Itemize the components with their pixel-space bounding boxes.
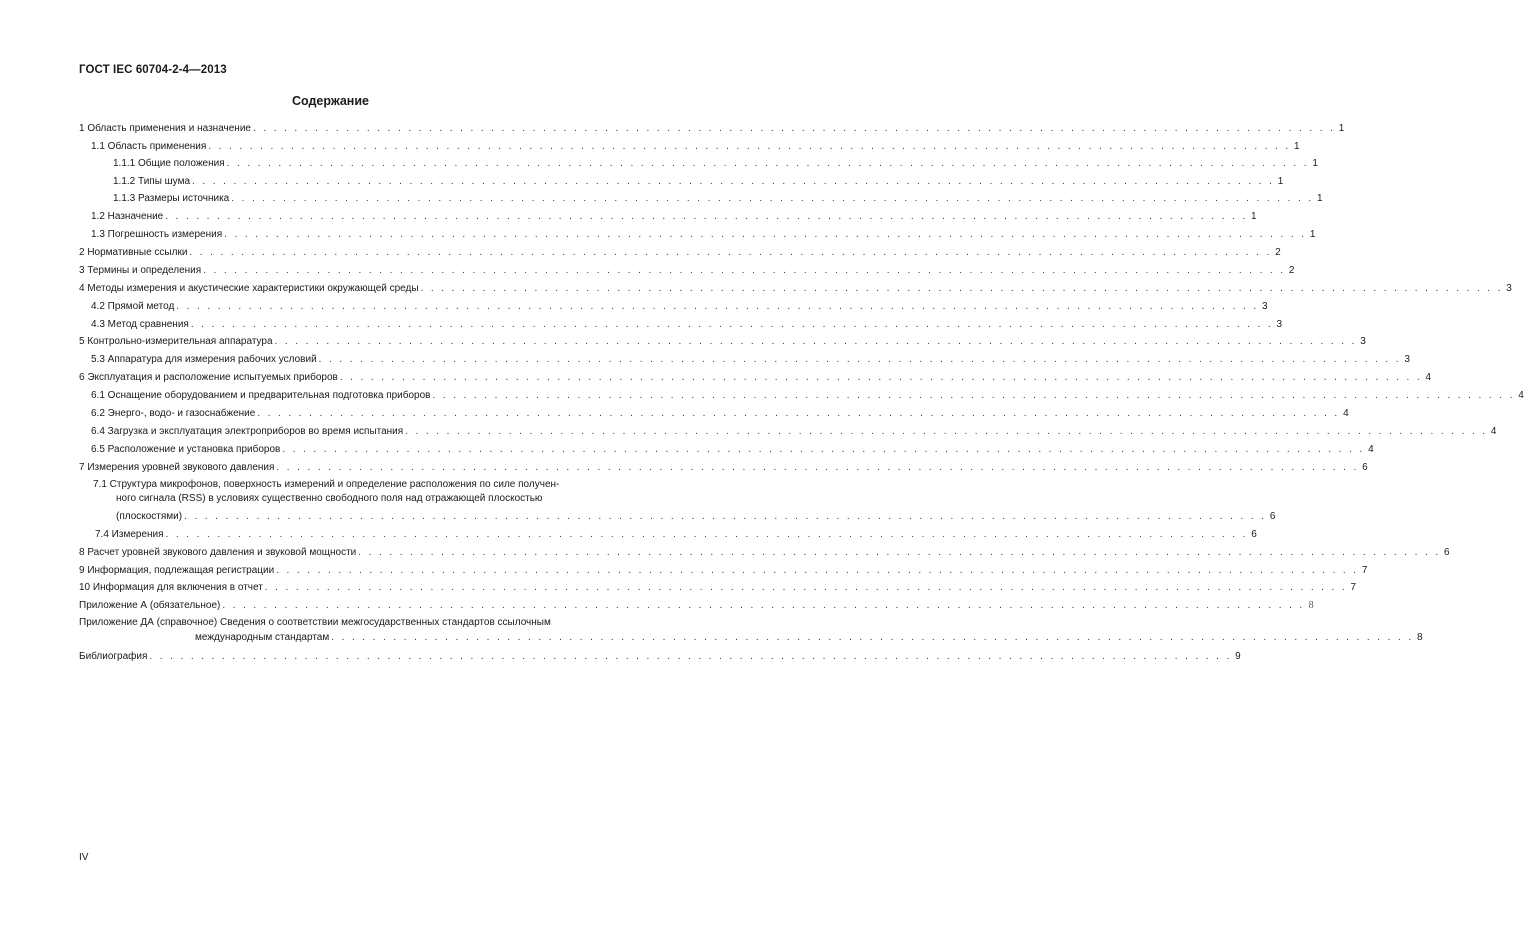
toc-leader-dots: . . . . . . . . . . . . . . . . . . . . . . . . . . . . . . . . . . . . . . . . . . . . . . . . . . . . . . . . . . . . . . . . . . . . . . . . . . . . . . . . . . . . . . . . . . . . . . . . . . . . . . . . . <box>192 176 1275 187</box>
toc-leader-dots: . . . . . . . . . . . . . . . . . . . . . . . . . . . . . . . . . . . . . . . . . . . . . . . . . . . . . . . . . . . . . . . . . . . . . . . . . . . . . . . . . . . . . . . . . . . . . . . . . . . . . . . . . <box>420 283 1503 294</box>
toc-entry-title: 6.1 Оснащение оборудованием и предварительная подготовка приборов <box>91 390 431 401</box>
toc-entry[interactable] <box>79 335 1366 349</box>
toc-entry[interactable] <box>79 599 1314 613</box>
toc-entry-page: 8 <box>1308 600 1314 611</box>
toc-entry[interactable] <box>195 631 1423 645</box>
toc-entry-title: 6.4 Загрузка и эксплуатация электроприборов во время испытания <box>91 426 404 437</box>
toc-entry[interactable] <box>79 546 1450 560</box>
toc-entry-title: 2 Нормативные ссылки <box>79 247 188 258</box>
toc-entry[interactable] <box>95 528 1257 542</box>
toc-entry-title: 7.4 Измерения <box>95 529 164 540</box>
toc-entry[interactable] <box>91 318 1283 332</box>
toc-entry-title: 4.2 Прямой метод <box>91 301 175 312</box>
toc-entry[interactable] <box>79 461 1368 475</box>
toc-leader-dots: . . . . . . . . . . . . . . . . . . . . . . . . . . . . . . . . . . . . . . . . . . . . . . . . . . . . . . . . . . . . . . . . . . . . . . . . . . . . . . . . . . . . . . . . . . . . . . . . . . . . . . . . . <box>252 123 1336 134</box>
toc-leader-dots: . . . . . . . . . . . . . . . . . . . . . . . . . . . . . . . . . . . . . . . . . . . . . . . . . . . . . . . . . . . . . . . . . . . . . . . . . . . . . . . . . . . . . . . . . . . . . . . . . . . . . . . . . <box>190 319 1274 330</box>
toc-entry-title: 7 Измерения уровней звукового давления <box>79 462 275 473</box>
toc-leader-dots: . . . . . . . . . . . . . . . . . . . . . . . . . . . . . . . . . . . . . . . . . . . . . . . . . . . . . . . . . . . . . . . . . . . . . . . . . . . . . . . . . . . . . . . . . . . . . . . . . . . . . . . . . <box>274 336 1357 347</box>
toc-entry-line[interactable]: ного сигнала (RSS) в условиях существенно свободного поля над отражающей плоскостью <box>116 493 543 504</box>
toc-entry-title: 9 Информация, подлежащая регистрации <box>79 565 275 576</box>
toc-entry-page: 6 <box>1443 547 1450 558</box>
toc-entry-title: 1.2 Назначение <box>91 211 164 222</box>
page-number: IV <box>79 852 89 863</box>
toc-entry-page: 1 <box>1294 141 1300 152</box>
toc-leader-dots: . . . . . . . . . . . . . . . . . . . . . . . . . . . . . . . . . . . . . . . . . . . . . . . . . . . . . . . . . . . . . . . . . . . . . . . . . . . . . . . . . . . . . . . . . . . . . . . . . . . . . . . . . <box>226 158 1309 169</box>
toc-entry-page: 6 <box>1251 529 1257 540</box>
toc-entry-title: 8 Расчет уровней звукового давления и звуковой мощности <box>79 547 357 558</box>
toc-entry[interactable] <box>91 425 1497 439</box>
toc-entry[interactable] <box>79 564 1368 578</box>
toc-entry-title: (плоскостями) <box>116 511 183 522</box>
toc-entry-title: 1.1 Область применения <box>91 141 207 152</box>
toc-leader-dots: . . . . . . . . . . . . . . . . . . . . . . . . . . . . . . . . . . . . . . . . . . . . . . . . . . . . . . . . . . . . . . . . . . . . . . . . . . . . . . . . . . . . . . . . . . . . . . . . . . . . . . . . . <box>203 265 1286 276</box>
toc-entry-page: 3 <box>1276 319 1283 330</box>
toc-entry-page: 2 <box>1288 265 1295 276</box>
toc-entry[interactable] <box>91 407 1349 421</box>
toc-entry[interactable] <box>79 581 1357 595</box>
toc-entry-title: 3 Термины и определения <box>79 265 202 276</box>
toc-leader-dots: . . . . . . . . . . . . . . . . . . . . . . . . . . . . . . . . . . . . . . . . . . . . . . . . . . . . . . . . . . . . . . . . . . . . . . . . . . . . . . . . . . . . . . . . . . . . . . . . . . . . . . . . . <box>165 529 1248 540</box>
toc-entry-page: 3 <box>1404 354 1410 365</box>
toc-entry-title: 1.1.3 Размеры источника <box>113 193 230 204</box>
toc-leader-dots: . . . . . . . . . . . . . . . . . . . . . . . . . . . . . . . . . . . . . . . . . . . . . . . . . . . . . . . . . . . . . . . . . . . . . . . . . . . . . . . . . . . . . . . . . . . . . . . . . . . . . . . . . <box>405 426 1488 437</box>
toc-leader-dots: . . . . . . . . . . . . . . . . . . . . . . . . . . . . . . . . . . . . . . . . . . . . . . . . . . . . . . . . . . . . . . . . . . . . . . . . . . . . . . . . . . . . . . . . . . . . . . . . . . . . . . . . . <box>224 229 1307 240</box>
toc-entry-title: 6 Эксплуатация и расположение испытуемых приборов <box>79 372 338 383</box>
toc-entry-page: 1 <box>1338 123 1345 134</box>
toc-leader-dots: . . . . . . . . . . . . . . . . . . . . . . . . . . . . . . . . . . . . . . . . . . . . . . . . . . . . . . . . . . . . . . . . . . . . . . . . . . . . . . . . . . . . . . . . . . . . . . . . . . . . . . . . . <box>149 651 1232 662</box>
toc-entry[interactable] <box>91 389 1524 403</box>
toc-entry-page: 1 <box>1250 211 1257 222</box>
toc-entry-page: 4 <box>1518 390 1524 401</box>
toc-entry[interactable] <box>79 650 1241 664</box>
toc-entry[interactable] <box>91 300 1268 314</box>
toc-entry-line[interactable]: 7.1 Структура микрофонов, поверхность измерений и определение расположения по силе получен- <box>93 479 560 490</box>
toc-entry-title: 6.5 Расположение и установка приборов <box>91 444 281 455</box>
toc-entry-line[interactable]: Приложение ДА (справочное) Сведения о соответствии межгосударственных стандартов ссылочным <box>79 617 551 628</box>
toc-entry-title: 10 Информация для включения в отчет <box>79 582 263 593</box>
toc-entry-page: 2 <box>1275 247 1281 258</box>
toc-entry-title: Приложение А (обязательное) <box>79 600 221 611</box>
toc-entry-page: 1 <box>1277 176 1284 187</box>
toc-entry-page: 4 <box>1490 426 1497 437</box>
toc-entry-page: 4 <box>1368 444 1374 455</box>
toc-entry-page: 7 <box>1350 582 1357 593</box>
toc-entry-title: 1.1.2 Типы шума <box>113 176 191 187</box>
toc-entry-page: 8 <box>1416 632 1423 643</box>
toc-leader-dots: . . . . . . . . . . . . . . . . . . . . . . . . . . . . . . . . . . . . . . . . . . . . . . . . . . . . . . . . . . . . . . . . . . . . . . . . . . . . . . . . . . . . . . . . . . . . . . . . . . . . . . . . . <box>282 444 1365 455</box>
toc-entry-title: 5.3 Аппаратура для измерения рабочих условий <box>91 354 317 365</box>
toc-entry-page: 3 <box>1360 336 1366 347</box>
toc-leader-dots: . . . . . . . . . . . . . . . . . . . . . . . . . . . . . . . . . . . . . . . . . . . . . . . . . . . . . . . . . . . . . . . . . . . . . . . . . . . . . . . . . . . . . . . . . . . . . . . . . . . . . . . . . <box>222 600 1305 611</box>
toc-entry-page: 6 <box>1362 462 1368 473</box>
toc-entry[interactable] <box>91 210 1257 224</box>
toc-leader-dots: . . . . . . . . . . . . . . . . . . . . . . . . . . . . . . . . . . . . . . . . . . . . . . . . . . . . . . . . . . . . . . . . . . . . . . . . . . . . . . . . . . . . . . . . . . . . . . . . . . . . . . . . . <box>165 211 1248 222</box>
toc-entry[interactable] <box>79 246 1281 260</box>
toc-entry-page: 1 <box>1316 193 1323 204</box>
toc-entry[interactable] <box>79 371 1432 385</box>
toc-entry-page: 4 <box>1425 372 1432 383</box>
toc-entry[interactable] <box>91 443 1374 457</box>
toc-entry-page: 1 <box>1309 229 1316 240</box>
toc-entry[interactable] <box>91 228 1316 242</box>
toc-entry[interactable] <box>113 157 1318 171</box>
toc-leader-dots: . . . . . . . . . . . . . . . . . . . . . . . . . . . . . . . . . . . . . . . . . . . . . . . . . . . . . . . . . . . . . . . . . . . . . . . . . . . . . . . . . . . . . . . . . . . . . . . . . . . . . . . . . <box>189 247 1272 258</box>
toc-entry[interactable] <box>79 264 1295 278</box>
toc-entry-title: 6.2 Энерго-, водо- и газоснабжение <box>91 408 256 419</box>
toc-leader-dots: . . . . . . . . . . . . . . . . . . . . . . . . . . . . . . . . . . . . . . . . . . . . . . . . . . . . . . . . . . . . . . . . . . . . . . . . . . . . . . . . . . . . . . . . . . . . . . . . . . . . . . . . . <box>358 547 1441 558</box>
toc-entry-title: 4.3 Метод сравнения <box>91 319 189 330</box>
toc-entry-page: 6 <box>1269 511 1276 522</box>
toc-entry-title: 4 Методы измерения и акустические характеристики окружающей среды <box>79 283 419 294</box>
toc-leader-dots: . . . . . . . . . . . . . . . . . . . . . . . . . . . . . . . . . . . . . . . . . . . . . . . . . . . . . . . . . . . . . . . . . . . . . . . . . . . . . . . . . . . . . . . . . . . . . . . . . . . . . . . . . <box>184 511 1267 522</box>
toc-entry-page: 9 <box>1235 651 1241 662</box>
contents-title: Содержание <box>291 94 369 108</box>
toc-entry-title: международным стандартам <box>195 632 330 643</box>
toc-entry-page: 7 <box>1361 565 1368 576</box>
toc-entry[interactable] <box>91 140 1300 154</box>
toc-entry-title: 1.1.1 Общие положения <box>113 158 225 169</box>
toc-entry[interactable] <box>79 122 1345 136</box>
toc-leader-dots: . . . . . . . . . . . . . . . . . . . . . . . . . . . . . . . . . . . . . . . . . . . . . . . . . . . . . . . . . . . . . . . . . . . . . . . . . . . . . . . . . . . . . . . . . . . . . . . . . . . . . . . . . <box>331 632 1414 643</box>
toc-leader-dots: . . . . . . . . . . . . . . . . . . . . . . . . . . . . . . . . . . . . . . . . . . . . . . . . . . . . . . . . . . . . . . . . . . . . . . . . . . . . . . . . . . . . . . . . . . . . . . . . . . . . . . . . . <box>432 390 1515 401</box>
toc-entry-title: Библиография <box>79 651 148 662</box>
toc-leader-dots: . . . . . . . . . . . . . . . . . . . . . . . . . . . . . . . . . . . . . . . . . . . . . . . . . . . . . . . . . . . . . . . . . . . . . . . . . . . . . . . . . . . . . . . . . . . . . . . . . . . . . . . . . <box>276 565 1359 576</box>
toc-entry-page: 3 <box>1506 283 1512 294</box>
toc-leader-dots: . . . . . . . . . . . . . . . . . . . . . . . . . . . . . . . . . . . . . . . . . . . . . . . . . . . . . . . . . . . . . . . . . . . . . . . . . . . . . . . . . . . . . . . . . . . . . . . . . . . . . . . . . <box>208 141 1291 152</box>
toc-entry-page: 3 <box>1262 301 1268 312</box>
toc-entry[interactable] <box>116 510 1276 524</box>
toc-entry-page: 4 <box>1343 408 1349 419</box>
toc-leader-dots: . . . . . . . . . . . . . . . . . . . . . . . . . . . . . . . . . . . . . . . . . . . . . . . . . . . . . . . . . . . . . . . . . . . . . . . . . . . . . . . . . . . . . . . . . . . . . . . . . . . . . . . . . <box>318 354 1401 365</box>
toc-leader-dots: . . . . . . . . . . . . . . . . . . . . . . . . . . . . . . . . . . . . . . . . . . . . . . . . . . . . . . . . . . . . . . . . . . . . . . . . . . . . . . . . . . . . . . . . . . . . . . . . . . . . . . . . . <box>176 301 1259 312</box>
toc-entry[interactable] <box>113 192 1323 206</box>
toc-entry-title: 5 Контрольно-измерительная аппаратура <box>79 336 273 347</box>
toc-leader-dots: . . . . . . . . . . . . . . . . . . . . . . . . . . . . . . . . . . . . . . . . . . . . . . . . . . . . . . . . . . . . . . . . . . . . . . . . . . . . . . . . . . . . . . . . . . . . . . . . . . . . . . . . . <box>231 193 1314 204</box>
toc-entry-page: 1 <box>1312 158 1318 169</box>
toc-leader-dots: . . . . . . . . . . . . . . . . . . . . . . . . . . . . . . . . . . . . . . . . . . . . . . . . . . . . . . . . . . . . . . . . . . . . . . . . . . . . . . . . . . . . . . . . . . . . . . . . . . . . . . . . . <box>276 462 1359 473</box>
toc-entry[interactable] <box>113 175 1284 189</box>
toc-entry[interactable] <box>79 282 1512 296</box>
toc-leader-dots: . . . . . . . . . . . . . . . . . . . . . . . . . . . . . . . . . . . . . . . . . . . . . . . . . . . . . . . . . . . . . . . . . . . . . . . . . . . . . . . . . . . . . . . . . . . . . . . . . . . . . . . . . <box>264 582 1348 593</box>
toc-entry[interactable] <box>91 353 1410 367</box>
toc-entry-title: 1 Область применения и назначение <box>79 123 251 134</box>
toc-entry-title: 1.3 Погрешность измерения <box>91 229 223 240</box>
toc-leader-dots: . . . . . . . . . . . . . . . . . . . . . . . . . . . . . . . . . . . . . . . . . . . . . . . . . . . . . . . . . . . . . . . . . . . . . . . . . . . . . . . . . . . . . . . . . . . . . . . . . . . . . . . . . <box>257 408 1340 419</box>
toc-leader-dots: . . . . . . . . . . . . . . . . . . . . . . . . . . . . . . . . . . . . . . . . . . . . . . . . . . . . . . . . . . . . . . . . . . . . . . . . . . . . . . . . . . . . . . . . . . . . . . . . . . . . . . . . . <box>339 372 1423 383</box>
standard-designation: ГОСТ IEC 60704-2-4—2013 <box>79 64 227 76</box>
